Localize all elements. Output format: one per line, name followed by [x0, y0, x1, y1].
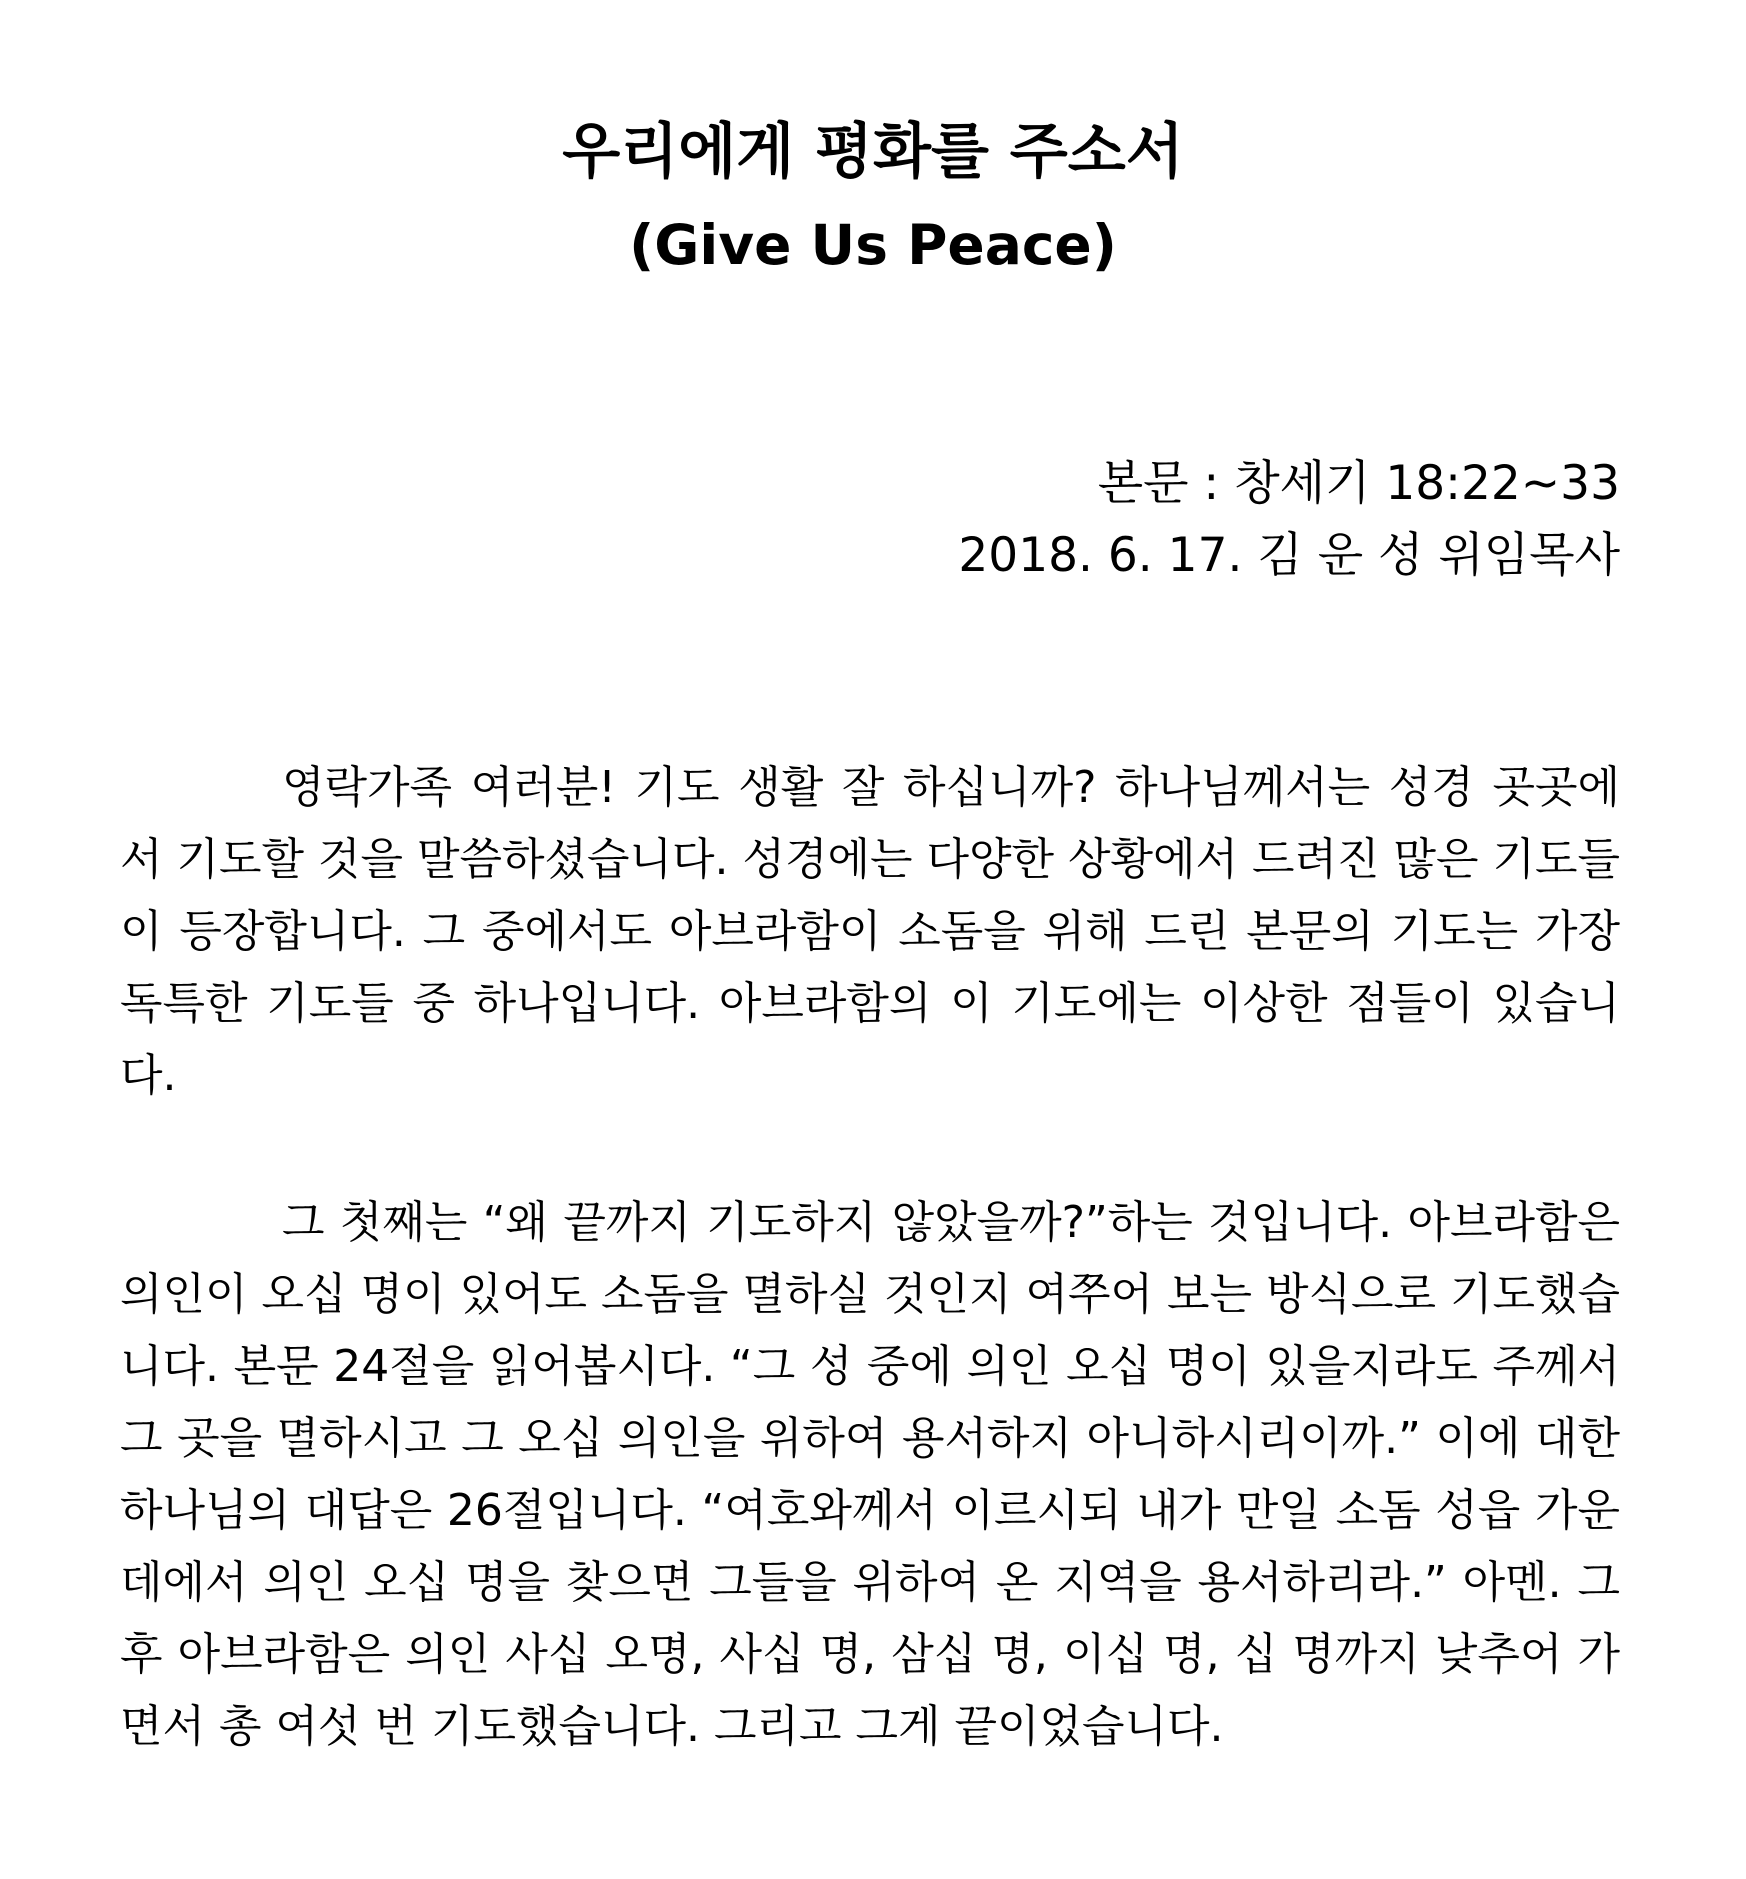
- page-subtitle: (Give Us Peace): [629, 213, 1117, 277]
- paragraph-text: 그 첫째는 “왜 끝까지 기도하지 않았을까?”하는 것입니다. 아브라함은 의인이 오십 명이 있어도 소돔을 멸하실 것인지 여쭈어 보는 방식으로 기도했습니다. 본문 24절을 읽어봅시다. “그 성 중에 의인 오십 명이 있을지라도 주께서 그 곳을 멸하시고 그 오십 의인을 위하여 용서하지 아니하시리이까.” 이에 대한 하나님의 대답은 26절입니다. “여호와께서 이르시되 내가 만일 소돔 성읍 가운데에서 의인 오십 명을 찾으면 그들을 위하여 온 지역을 용서하리라.” 아멘. 그 후 아브라함은 의인 사십 오명, 사십 명, 삼십 명, 이십 명, 십 명까지 낮추어 가면서 총 여섯 번 기도했습니다. 그리고 그게 끝이었습니다.: [120, 1197, 1620, 1752]
- scripture-reference: 본문 : 창세기 18:22~33: [1097, 456, 1620, 511]
- body-paragraph-2: [120, 1187, 1620, 1763]
- page-title: 우리에게 평화를 주소서: [562, 117, 1184, 187]
- sermon-meta: [958, 448, 1620, 592]
- date-author: 2018. 6. 17. 김 운 성 위임목사: [958, 528, 1620, 583]
- body-paragraph-1: [120, 752, 1620, 1112]
- paragraph-text: 영락가족 여러분! 기도 생활 잘 하십니까? 하나님께서는 성경 곳곳에서 기도할 것을 말씀하셨습니다. 성경에는 다양한 상황에서 드려진 많은 기도들이 등장합니다. 그 중에서도 아브라함이 소돔을 위해 드린 본문의 기도는 가장 독특한 기도들 중 하나입니다. 아브라함의 이 기도에는 이상한 점들이 있습니다.: [120, 762, 1620, 1101]
